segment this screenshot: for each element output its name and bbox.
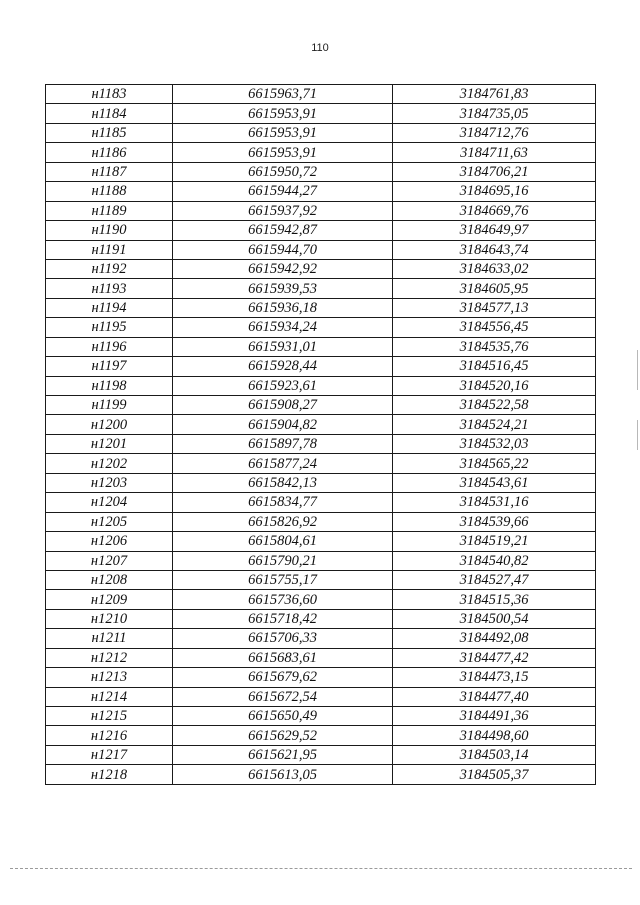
x-coordinate-cell: 6615953,91 [173,104,393,123]
table-row [46,687,596,706]
y-coordinate-cell: 3184735,05 [393,104,596,123]
table-row [46,512,596,531]
y-coordinate-cell: 3184516,45 [393,357,596,376]
point-id-cell: н1215 [46,707,173,726]
point-id-cell: н1186 [46,143,173,162]
y-coordinate-cell: 3184531,16 [393,493,596,512]
y-coordinate-cell: 3184532,03 [393,434,596,453]
point-id-cell: н1211 [46,629,173,648]
point-id-cell: н1205 [46,512,173,531]
x-coordinate-cell: 6615718,42 [173,609,393,628]
point-id-cell: н1195 [46,318,173,337]
y-coordinate-cell: 3184649,97 [393,221,596,240]
y-coordinate-cell: 3184522,58 [393,396,596,415]
table-row [46,318,596,337]
y-coordinate-cell: 3184711,63 [393,143,596,162]
y-coordinate-cell: 3184712,76 [393,123,596,142]
x-coordinate-cell: 6615842,13 [173,473,393,492]
x-coordinate-cell: 6615629,52 [173,726,393,745]
y-coordinate-cell: 3184520,16 [393,376,596,395]
point-id-cell: н1206 [46,532,173,551]
scan-edge-mark [637,350,638,390]
x-coordinate-cell: 6615908,27 [173,396,393,415]
x-coordinate-cell: 6615942,92 [173,259,393,278]
y-coordinate-cell: 3184473,15 [393,668,596,687]
point-id-cell: н1184 [46,104,173,123]
coordinates-table [45,84,596,785]
y-coordinate-cell: 3184577,13 [393,298,596,317]
point-id-cell: н1197 [46,357,173,376]
point-id-cell: н1216 [46,726,173,745]
y-coordinate-cell: 3184706,21 [393,162,596,181]
table-row [46,376,596,395]
y-coordinate-cell: 3184565,22 [393,454,596,473]
table-row [46,415,596,434]
table-row [46,104,596,123]
table-row [46,590,596,609]
x-coordinate-cell: 6615944,70 [173,240,393,259]
point-id-cell: н1203 [46,473,173,492]
point-id-cell: н1198 [46,376,173,395]
table-row [46,629,596,648]
point-id-cell: н1194 [46,298,173,317]
point-id-cell: н1217 [46,745,173,764]
table-row [46,221,596,240]
point-id-cell: н1191 [46,240,173,259]
table-row [46,201,596,220]
x-coordinate-cell: 6615939,53 [173,279,393,298]
x-coordinate-cell: 6615953,91 [173,143,393,162]
x-coordinate-cell: 6615897,78 [173,434,393,453]
table-row [46,434,596,453]
point-id-cell: н1188 [46,182,173,201]
point-id-cell: н1213 [46,668,173,687]
x-coordinate-cell: 6615934,24 [173,318,393,337]
table-row [46,454,596,473]
table-row [46,298,596,317]
table-row [46,396,596,415]
table-row [46,745,596,764]
x-coordinate-cell: 6615679,62 [173,668,393,687]
x-coordinate-cell: 6615937,92 [173,201,393,220]
table-row [46,123,596,142]
y-coordinate-cell: 3184524,21 [393,415,596,434]
table-row [46,337,596,356]
point-id-cell: н1204 [46,493,173,512]
y-coordinate-cell: 3184498,60 [393,726,596,745]
y-coordinate-cell: 3184492,08 [393,629,596,648]
bottom-divider [10,868,632,869]
y-coordinate-cell: 3184527,47 [393,570,596,589]
table-row [46,493,596,512]
table-row [46,707,596,726]
point-id-cell: н1214 [46,687,173,706]
table-row [46,182,596,201]
table-row [46,668,596,687]
point-id-cell: н1183 [46,85,173,104]
y-coordinate-cell: 3184500,54 [393,609,596,628]
point-id-cell: н1201 [46,434,173,453]
y-coordinate-cell: 3184695,16 [393,182,596,201]
y-coordinate-cell: 3184515,36 [393,590,596,609]
table-row [46,609,596,628]
x-coordinate-cell: 6615804,61 [173,532,393,551]
table-row [46,570,596,589]
y-coordinate-cell: 3184543,61 [393,473,596,492]
x-coordinate-cell: 6615904,82 [173,415,393,434]
y-coordinate-cell: 3184643,74 [393,240,596,259]
point-id-cell: н1202 [46,454,173,473]
x-coordinate-cell: 6615613,05 [173,765,393,784]
x-coordinate-cell: 6615931,01 [173,337,393,356]
table-row [46,765,596,784]
point-id-cell: н1212 [46,648,173,667]
table-row [46,648,596,667]
table-row [46,726,596,745]
table-row [46,240,596,259]
point-id-cell: н1200 [46,415,173,434]
x-coordinate-cell: 6615877,24 [173,454,393,473]
y-coordinate-cell: 3184505,37 [393,765,596,784]
table-row [46,162,596,181]
table-row [46,85,596,104]
x-coordinate-cell: 6615942,87 [173,221,393,240]
table-row [46,551,596,570]
x-coordinate-cell: 6615928,44 [173,357,393,376]
table-row [46,259,596,278]
point-id-cell: н1193 [46,279,173,298]
y-coordinate-cell: 3184535,76 [393,337,596,356]
y-coordinate-cell: 3184669,76 [393,201,596,220]
point-id-cell: н1218 [46,765,173,784]
y-coordinate-cell: 3184556,45 [393,318,596,337]
x-coordinate-cell: 6615706,33 [173,629,393,648]
point-id-cell: н1210 [46,609,173,628]
x-coordinate-cell: 6615923,61 [173,376,393,395]
y-coordinate-cell: 3184761,83 [393,85,596,104]
x-coordinate-cell: 6615683,61 [173,648,393,667]
table-row [46,143,596,162]
x-coordinate-cell: 6615936,18 [173,298,393,317]
x-coordinate-cell: 6615755,17 [173,570,393,589]
point-id-cell: н1189 [46,201,173,220]
point-id-cell: н1185 [46,123,173,142]
x-coordinate-cell: 6615826,92 [173,512,393,531]
table-row [46,473,596,492]
point-id-cell: н1207 [46,551,173,570]
y-coordinate-cell: 3184477,40 [393,687,596,706]
table-row [46,279,596,298]
table-row [46,357,596,376]
point-id-cell: н1190 [46,221,173,240]
x-coordinate-cell: 6615950,72 [173,162,393,181]
y-coordinate-cell: 3184477,42 [393,648,596,667]
x-coordinate-cell: 6615963,71 [173,85,393,104]
point-id-cell: н1196 [46,337,173,356]
y-coordinate-cell: 3184519,21 [393,532,596,551]
y-coordinate-cell: 3184491,36 [393,707,596,726]
x-coordinate-cell: 6615944,27 [173,182,393,201]
x-coordinate-cell: 6615953,91 [173,123,393,142]
point-id-cell: н1208 [46,570,173,589]
x-coordinate-cell: 6615736,60 [173,590,393,609]
coordinates-table-body [46,85,596,785]
x-coordinate-cell: 6615790,21 [173,551,393,570]
scan-edge-mark [637,420,638,450]
point-id-cell: н1187 [46,162,173,181]
y-coordinate-cell: 3184633,02 [393,259,596,278]
point-id-cell: н1209 [46,590,173,609]
point-id-cell: н1192 [46,259,173,278]
y-coordinate-cell: 3184539,66 [393,512,596,531]
page-number: 110 [311,42,329,54]
x-coordinate-cell: 6615834,77 [173,493,393,512]
point-id-cell: н1199 [46,396,173,415]
y-coordinate-cell: 3184503,14 [393,745,596,764]
x-coordinate-cell: 6615672,54 [173,687,393,706]
y-coordinate-cell: 3184540,82 [393,551,596,570]
table-row [46,532,596,551]
y-coordinate-cell: 3184605,95 [393,279,596,298]
x-coordinate-cell: 6615621,95 [173,745,393,764]
x-coordinate-cell: 6615650,49 [173,707,393,726]
